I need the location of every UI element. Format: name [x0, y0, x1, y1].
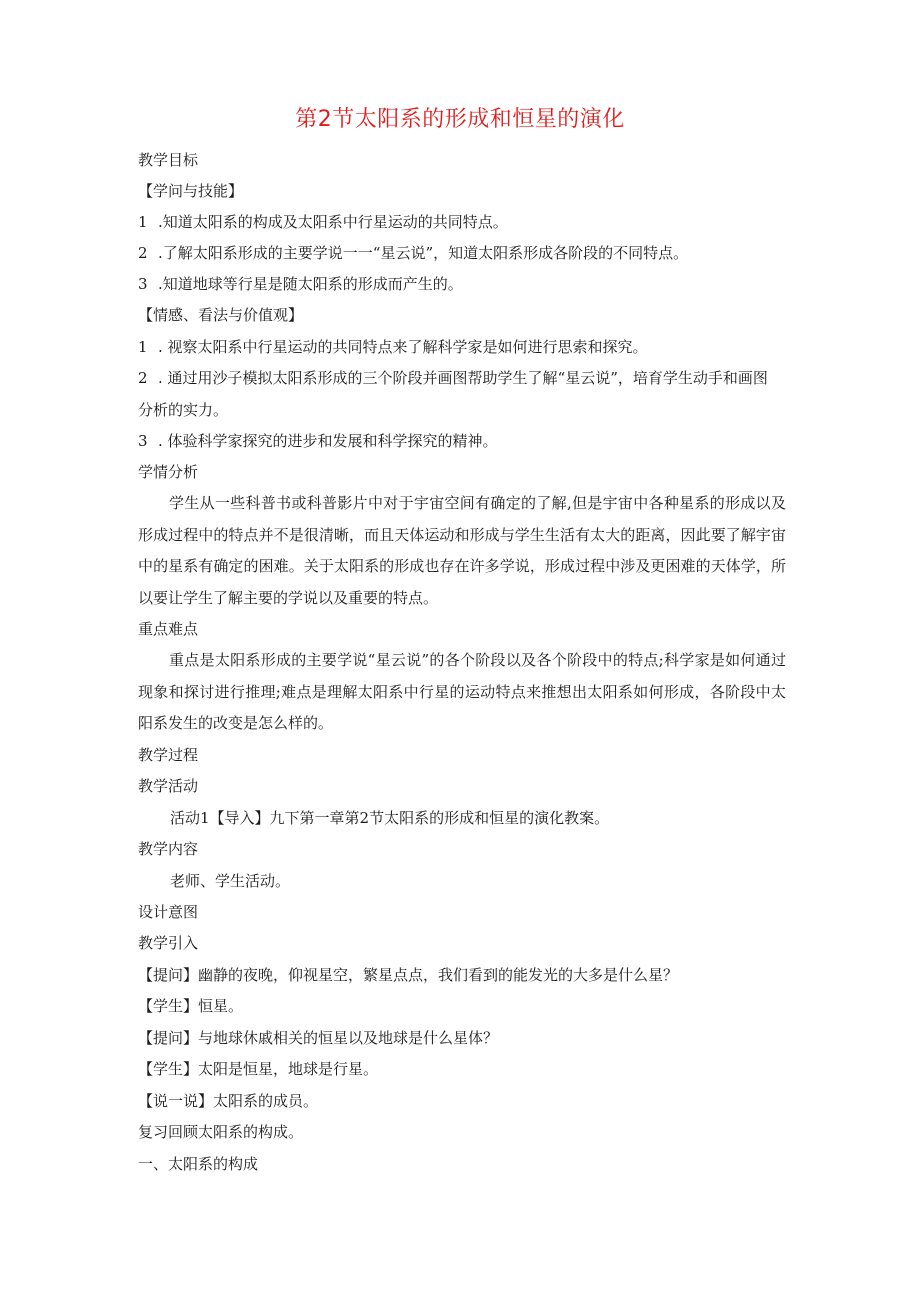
item-number: 3 — [138, 275, 148, 293]
emotion-item-1 — [138, 337, 788, 357]
dialogue-line-4: 【学生】太阳是恒星，地球是行星。 — [138, 1060, 379, 1078]
dialogue-line-3: 【提问】与地球休戚相关的恒星以及地球是什么星体？ — [138, 1029, 499, 1047]
section-one-heading: 一、太阳系的构成 — [138, 1155, 259, 1173]
activity-line: 活动1【导入】九下第一章第2节太阳系的形成和恒星的演化教案。 — [170, 809, 610, 827]
heading-emotion-values: 【情感、看法与价值观】 — [138, 306, 304, 324]
content-line: 老师、学生活动。 — [170, 872, 291, 890]
knowledge-item-2 — [138, 243, 788, 263]
knowledge-item-3 — [138, 274, 788, 294]
heading-teaching-intro: 教学引入 — [138, 934, 199, 952]
document-title: 第2节太阳系的形成和恒星的演化 — [295, 107, 625, 132]
heading-teaching-activity: 教学活动 — [138, 777, 199, 795]
heading-key-difficult: 重点难点 — [138, 620, 199, 638]
item-text: . 通过用沙子模拟太阳系形成的三个阶段并画图帮助学生了解“星云说”，培育学生动手和画图分析的实力。 — [138, 369, 768, 419]
heading-design-intent: 设计意图 — [138, 903, 199, 921]
item-number: 2 — [138, 244, 148, 262]
item-number: 3 — [138, 432, 148, 450]
key-difficult-paragraph: 重点是太阳系形成的主要学说“星云说”的各个阶段以及各个阶段中的特点;科学家是如何通过现象和探讨进行推理;难点是理解太阳系中行星的运动特点来推想出太阳系如何形成，各阶段中太阳系发生的改变是怎么样的。 — [138, 651, 786, 732]
heading-teaching-goals: 教学目标 — [138, 151, 199, 169]
item-text: . 视察太阳系中行星运动的共同特点来了解科学家是如何进行思索和探究。 — [158, 338, 648, 356]
heading-teaching-process: 教学过程 — [138, 746, 199, 764]
item-number: 2 — [138, 369, 148, 387]
heading-learning-analysis: 学情分析 — [138, 463, 199, 481]
item-text: .知道太阳系的构成及太阳系中行星运动的共同特点。 — [158, 213, 508, 231]
item-text: . 体验科学家探究的进步和发展和科学探究的精神。 — [158, 432, 498, 450]
item-text: .了解太阳系形成的主要学说一一“星云说”，知道太阳系形成各阶段的不同特点。 — [158, 244, 689, 262]
heading-teaching-content: 教学内容 — [138, 840, 199, 858]
item-number: 1 — [138, 213, 148, 231]
emotion-item-3 — [138, 431, 788, 451]
item-text: .知道地球等行星是随太阳系的形成而产生的。 — [158, 275, 463, 293]
dialogue-line-5: 【说一说】太阳系的成员。 — [138, 1092, 319, 1110]
item-number: 1 — [138, 338, 148, 356]
knowledge-item-1 — [138, 212, 788, 232]
emotion-item-2 — [138, 363, 778, 426]
learning-analysis-paragraph: 学生从一些科普书或科普影片中对于宇宙空间有确定的了解,但是宇宙中各种星系的形成以及形成过程中的特点并不是很清晰，而且天体运动和形成与学生生活有太大的距离，因此要了解宇宙中的星系有确定的困难。关于太阳系的形成也存在许多学说，形成过程中涉及更困难的天体学，所以要让学生了解主要的学说以及重要的特点。 — [138, 494, 786, 607]
dialogue-line-1: 【提问】幽静的夜晚，仰视星空，繁星点点，我们看到的能发光的大多是什么星？ — [138, 966, 679, 984]
dialogue-line-2: 【学生】恒星。 — [138, 997, 244, 1015]
review-line: 复习回顾太阳系的构成。 — [138, 1123, 304, 1141]
heading-knowledge-skills: 【学问与技能】 — [138, 182, 244, 200]
